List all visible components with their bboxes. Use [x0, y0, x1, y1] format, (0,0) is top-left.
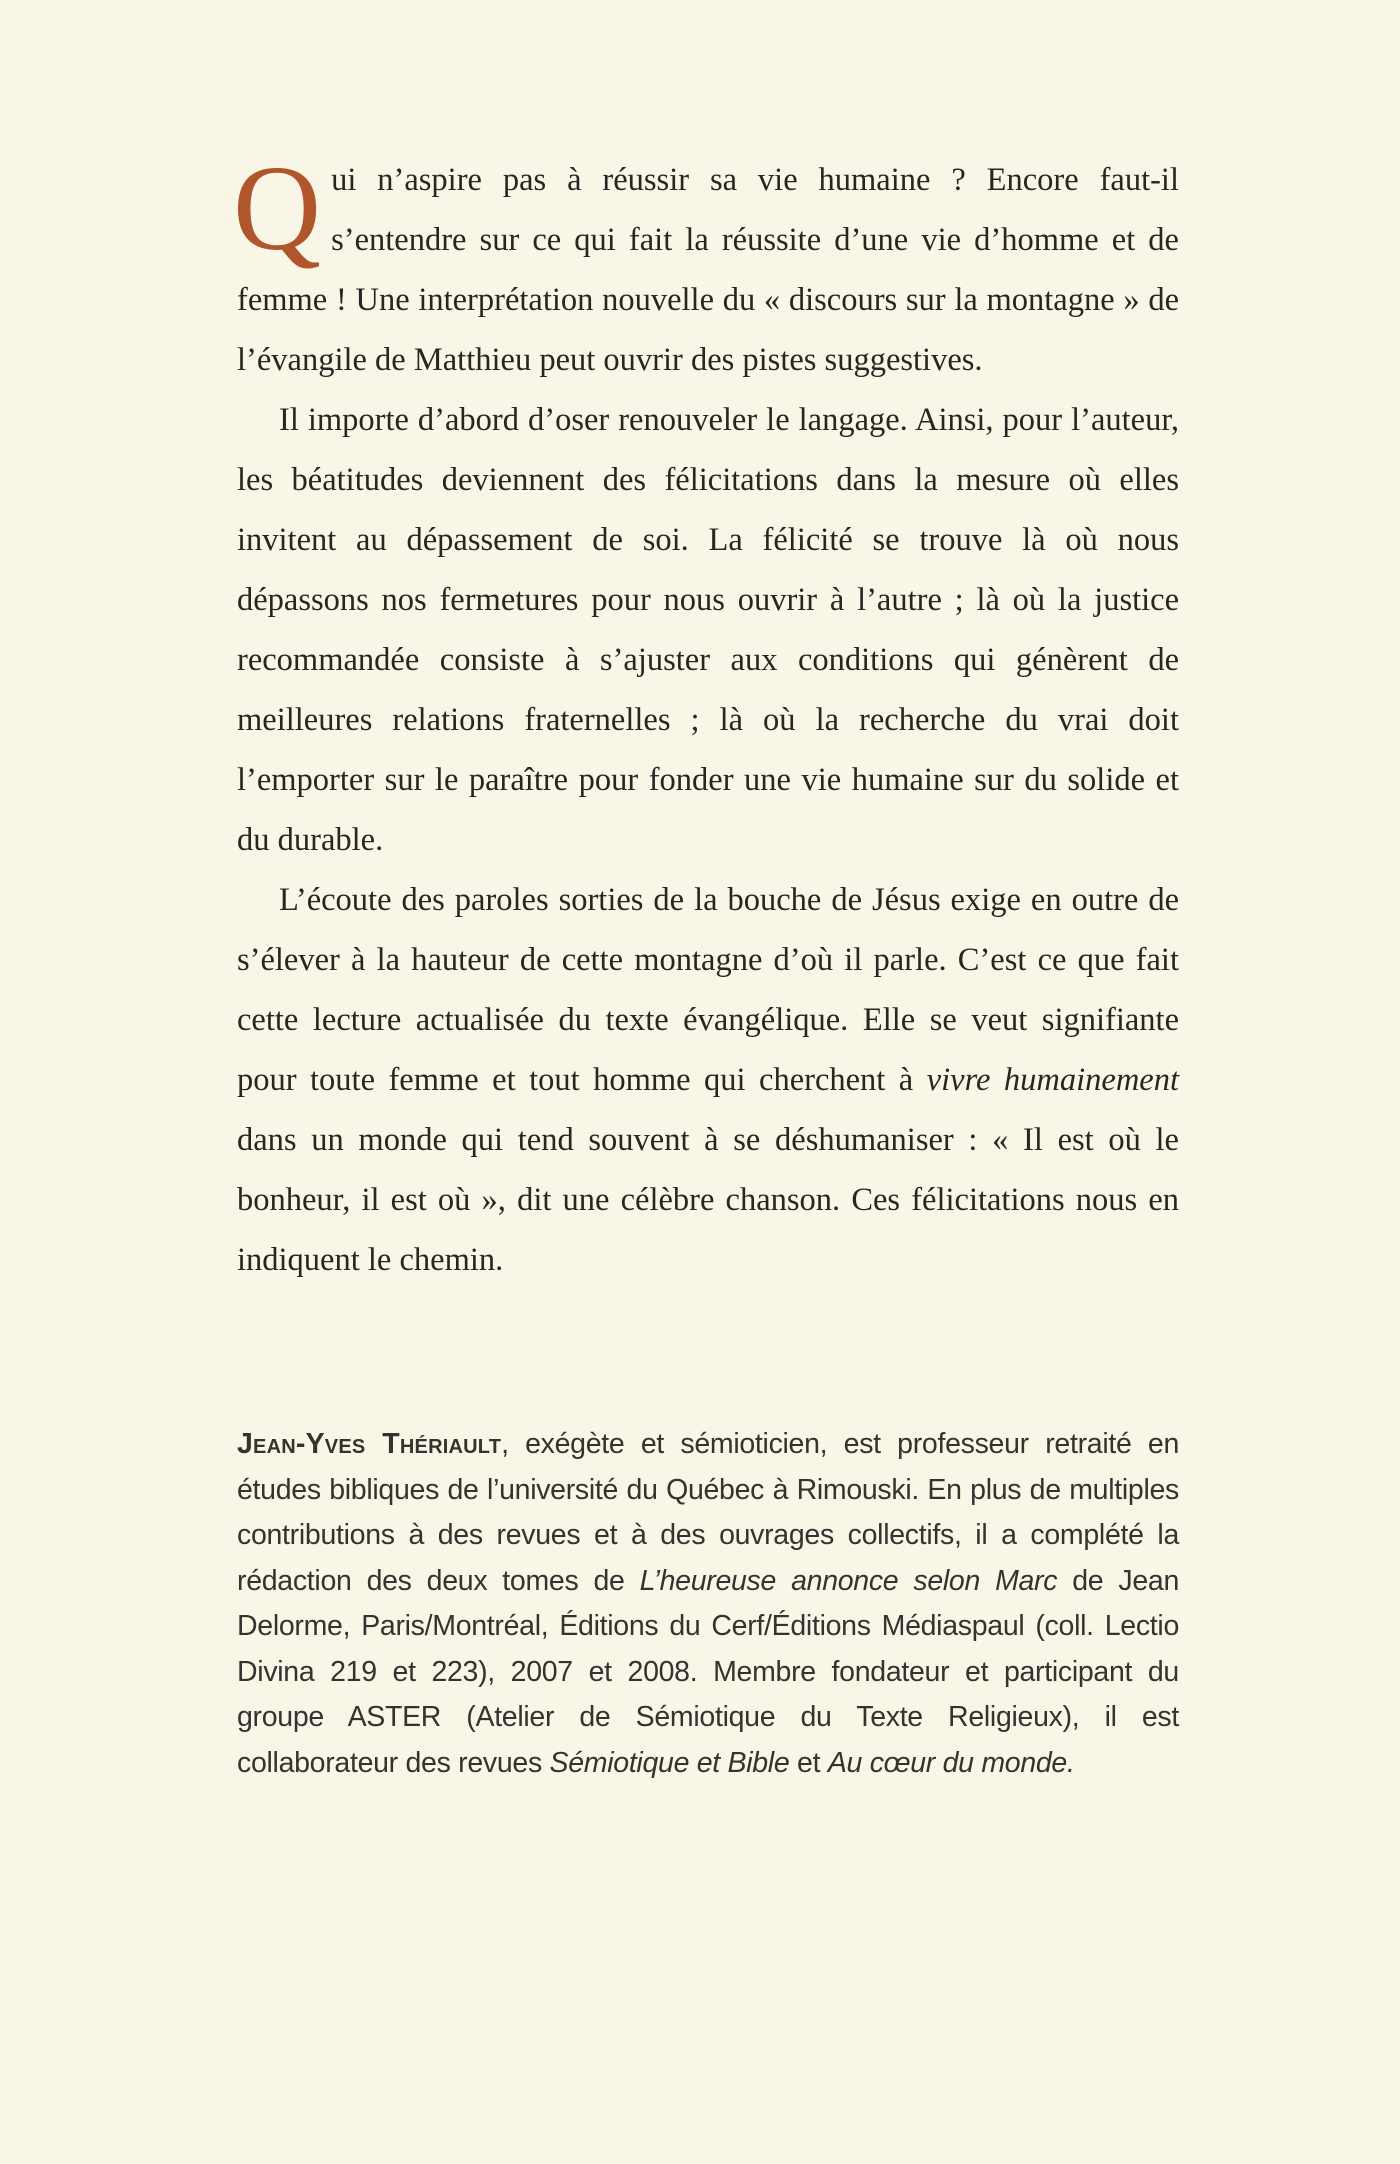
author-name: Jean-Yves Thériault — [237, 1428, 502, 1460]
blurb-paragraph-2: Il importe d’abord d’oser renouveler le langage. Ainsi, pour l’auteur, les béatitudes deviennent des félicitations dans la mesure où elles invitent au dépassement de soi. La félicité se trouve là où nous dépassons nos fermetures pour nous ouvrir à l’autre ; là où la justice recommandée consiste à s’ajuster aux conditions qui génèrent de meilleures relations fraternelles ; là où la recherche du vrai doit l’emporter sur le paraître pour fonder une vie humaine sur du solide et du durable. — [237, 402, 1179, 858]
author-bio-paragraph — [237, 1422, 1179, 1786]
book-title: L’heureuse annonce selon Marc — [639, 1564, 1058, 1597]
blurb-paragraph-1 — [233, 141, 1179, 390]
blurb-paragraph-3-text-b: dans un monde qui tend souvent à se déshumaniser : « Il est où le bonheur, il est où », dit une célèbre chanson. Ces félicitations nous en indiquent le chemin. — [237, 1122, 1179, 1278]
journal-title-1: Sémiotique et Bible — [549, 1746, 790, 1779]
author-bio — [237, 1422, 1179, 1786]
journal-title-2: Au cœur du monde. — [827, 1746, 1075, 1779]
blurb-paragraph-3 — [237, 870, 1179, 1290]
blurb-emphasis: vivre humainement — [926, 1062, 1179, 1098]
blurb — [233, 141, 1179, 1290]
bio-text-3: et — [797, 1746, 821, 1779]
bio-text-1: , exégète et sémioticien, est professeur retraité en études bibliques de l’université du Québec à Rimouski. En plus de multiples contributions à des revues et à des ouvrages collectifs, il a complété la rédaction des deux tomes de — [237, 1428, 1180, 1597]
bio-text-2: de Jean Delorme, Paris/Montréal, Éditions du Cerf/Éditions Médiaspaul (coll. Lectio Divina 219 et 223), 2007 et 2008. Membre fondateur et participant du groupe ASTER (Atelier de Sémiotique du Texte Religieux), il est collaborateur des revues — [237, 1564, 1179, 1779]
drop-cap: Q — [233, 141, 322, 276]
blurb-paragraph-3-text-a: L’écoute des paroles sorties de la bouche de Jésus exige en outre de s’élever à la hauteur de cette montagne d’où il parle. C’est ce que fait cette lecture actualisée du texte évangélique. Elle se veut signifiante pour toute femme et tout homme qui cherchent à — [237, 882, 1179, 1098]
blurb-paragraph-1-text: ui n’aspire pas à réussir sa vie humaine ? Encore faut-il s’entendre sur ce qui fait la réussite d’une vie d’homme et de femme ! Une interprétation nouvelle du « discours sur la montagne » de l’évangile de Matthieu peut ouvrir des pistes suggestives. — [237, 162, 1179, 378]
